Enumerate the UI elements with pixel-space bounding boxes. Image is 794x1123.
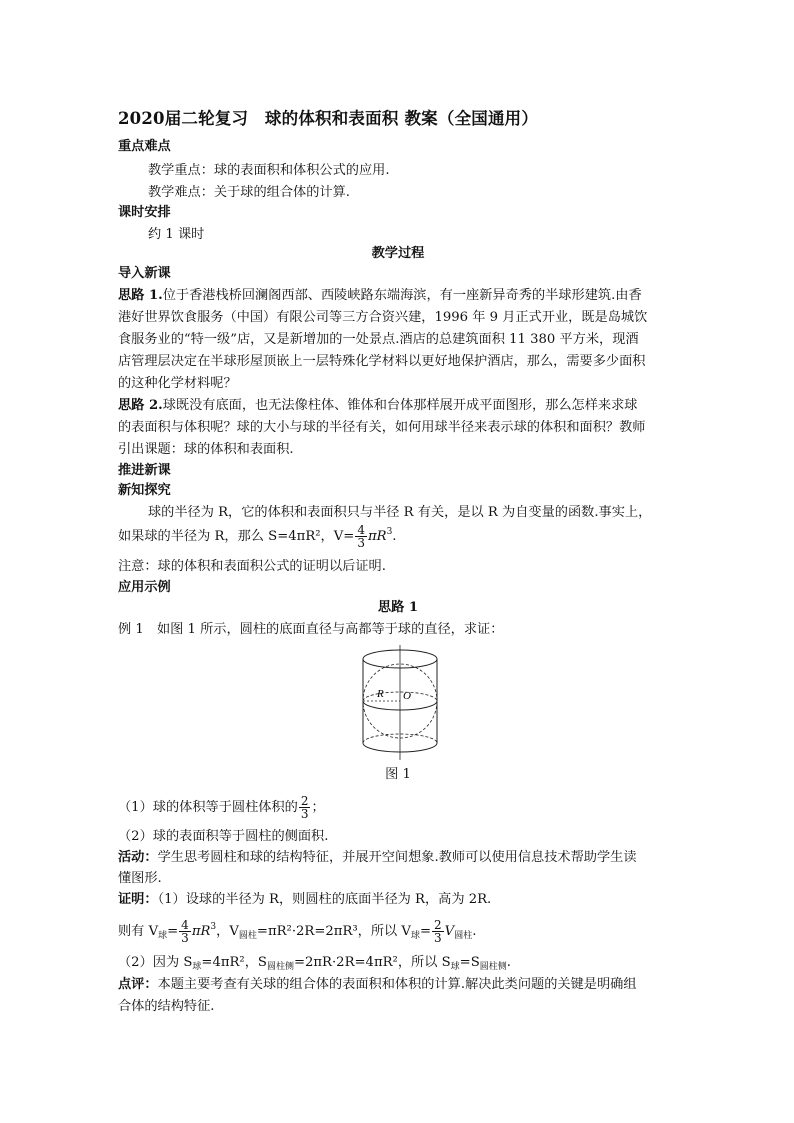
idea2-line2: 的表面积与体积呢？球的大小与球的半径有关，如何用球半径来表示球的体积和面积？教师 — [118, 420, 646, 435]
fraction-numerator: 4 — [357, 523, 365, 537]
proof3-a: （2）因为 S — [118, 955, 193, 970]
fraction-four-thirds — [355, 524, 367, 549]
proof2-period: . — [472, 924, 477, 939]
heading-intro: 导入新课 — [118, 266, 171, 281]
key-focus: 教学重点：球的表面积和体积公式的应用. — [148, 163, 390, 178]
fraction-denominator: 3 — [357, 536, 365, 550]
proof3-sub1: 球 — [192, 962, 202, 972]
fraction-denominator: 3 — [434, 931, 442, 945]
activity-line1 — [118, 848, 637, 867]
idea1-text1: 位于香港栈桥回澜阁西部、西陵峡路东端海滨，有一座新异奇秀的半球形建筑.由香 — [162, 288, 642, 303]
comment-text1: 本题主要考查有关球的组合体的表面积和体积的计算.解决此类问题的关键是明确组 — [157, 977, 637, 992]
proof3-c: =2πR·2R=4πR²，所以 S — [293, 955, 451, 970]
fraction-numerator: 2 — [434, 918, 442, 932]
fraction-two-thirds — [299, 795, 311, 820]
claim1-text: （1）球的体积等于圆柱体积的 — [118, 800, 298, 815]
fraction-denominator: 3 — [300, 807, 309, 821]
comment-line2: 合体的结构特征. — [118, 999, 215, 1014]
explore-line2 — [118, 523, 397, 549]
proof3-d: =S — [459, 955, 480, 970]
proof-text1: （1）设球的半径为 R，则圆柱的底面半径为 R，高为 2R. — [157, 892, 492, 907]
idea1-line2: 港好世界饮食服务（中国）有限公司等三方合资兴建，1996 年 9 月正式开业，既是岛城饮 — [118, 310, 648, 325]
idea2-text1: 球既没有底面，也无法像柱体、锥体和台体那样展开成平面图形，那么怎样来求球 — [162, 398, 638, 413]
fraction-numerator: 4 — [181, 918, 189, 932]
heading-key-points: 重点难点 — [118, 139, 171, 154]
activity-text1: 学生思考圆柱和球的结构特征，并展开空间想象.教师可以使用信息技术帮助学生读 — [157, 850, 637, 865]
figure-caption: 图 1 — [385, 767, 411, 782]
proof3-b: =4πR²，S — [201, 955, 267, 970]
proof2-sub-cyl2: 圆柱 — [454, 931, 473, 941]
period: . — [392, 529, 397, 544]
proof3-e: . — [506, 955, 511, 970]
proof2-d: ，V — [216, 924, 239, 939]
proof-line3 — [118, 953, 511, 977]
fraction-numerator: 2 — [300, 794, 309, 808]
heading-advance: 推进新课 — [118, 463, 171, 478]
example1-line: 例 1 如图 1 所示，圆柱的底面直径与高都等于球的直径，求证： — [118, 622, 504, 637]
idea2-line1 — [118, 396, 637, 415]
activity-line2: 懂图形. — [118, 871, 162, 886]
heading-process: 教学过程 — [371, 246, 425, 261]
label-O: O — [403, 690, 411, 702]
note-line: 注意：球的体积和表面积公式的证明以后证明. — [118, 559, 386, 574]
cylinder-sphere-figure — [355, 645, 445, 760]
schedule-value: 约 1 课时 — [148, 227, 205, 242]
idea1-line3: 食服务业的“特一级”店，又是新增加的一处景点.酒店的总建筑面积 11 380 平方米，现酒 — [118, 332, 639, 347]
proof2-pir: πR — [191, 924, 211, 939]
proof3-sub3: 球 — [450, 962, 460, 972]
key-difficulty: 教学难点：关于球的组合体的计算. — [148, 185, 351, 200]
proof2-sub-ball: 球 — [158, 931, 168, 941]
proof2-eq: = — [167, 924, 179, 939]
explore-line1: 球的半径为 R，它的体积和表面积只与半径 R 有关，是以 R 为自变量的函数.事实上， — [148, 505, 652, 520]
fraction-two-thirds-2 — [432, 919, 444, 944]
fraction-four-thirds-2 — [179, 919, 191, 944]
proof3-sub2: 圆柱侧 — [266, 962, 294, 972]
idea1-line1 — [118, 286, 642, 305]
idea1-label: 思路 1. — [118, 288, 163, 303]
heading-explore: 新知探究 — [118, 483, 171, 498]
proof2-eq2: = — [419, 924, 432, 939]
heading-examples: 应用示例 — [118, 580, 171, 595]
idea2-line3: 引出课题：球的体积和表面积. — [118, 442, 294, 457]
idea2-label: 思路 2. — [118, 398, 163, 413]
proof2-e: =πR²·2R=2πR³，所以 V — [256, 924, 411, 939]
proof3-sub4: 圆柱侧 — [479, 962, 507, 972]
label-R: R — [377, 688, 384, 700]
heading-idea1-center: 思路 1 — [377, 600, 419, 615]
proof-line1 — [118, 890, 491, 909]
proof-line2 — [118, 918, 476, 946]
proof-label: 证明： — [118, 892, 158, 907]
comment-line1 — [118, 975, 637, 994]
page-title: 2020届二轮复习 球的体积和表面积 教案（全国通用） — [118, 109, 539, 128]
heading-schedule: 课时安排 — [118, 205, 171, 220]
proof2-a: 则有 V — [118, 924, 159, 939]
activity-label: 活动： — [118, 850, 158, 865]
fraction-denominator: 3 — [181, 931, 189, 945]
idea1-line5: 的这种化学材料呢？ — [118, 376, 237, 391]
proof2-sup: 3 — [210, 922, 217, 932]
proof2-sub-cyl: 圆柱 — [238, 931, 257, 941]
semicolon: ； — [311, 800, 325, 815]
claim2-line: （2）球的表面积等于圆柱的侧面积. — [118, 829, 329, 844]
proof2-sub-ball2: 球 — [410, 931, 420, 941]
idea1-line4: 店管理层决定在半球形屋顶嵌上一层特殊化学材料以更好地保护酒店，那么，需要多少面积 — [118, 354, 646, 369]
comment-label: 点评： — [118, 977, 158, 992]
cube-exponent: 3 — [386, 527, 393, 537]
claim1-line — [118, 795, 325, 820]
proof2-v: V — [444, 924, 455, 939]
explore-formula-text: 如果球的半径为 R，那么 S=4πR²，V= — [118, 529, 355, 544]
pi-r: πR — [367, 529, 387, 544]
